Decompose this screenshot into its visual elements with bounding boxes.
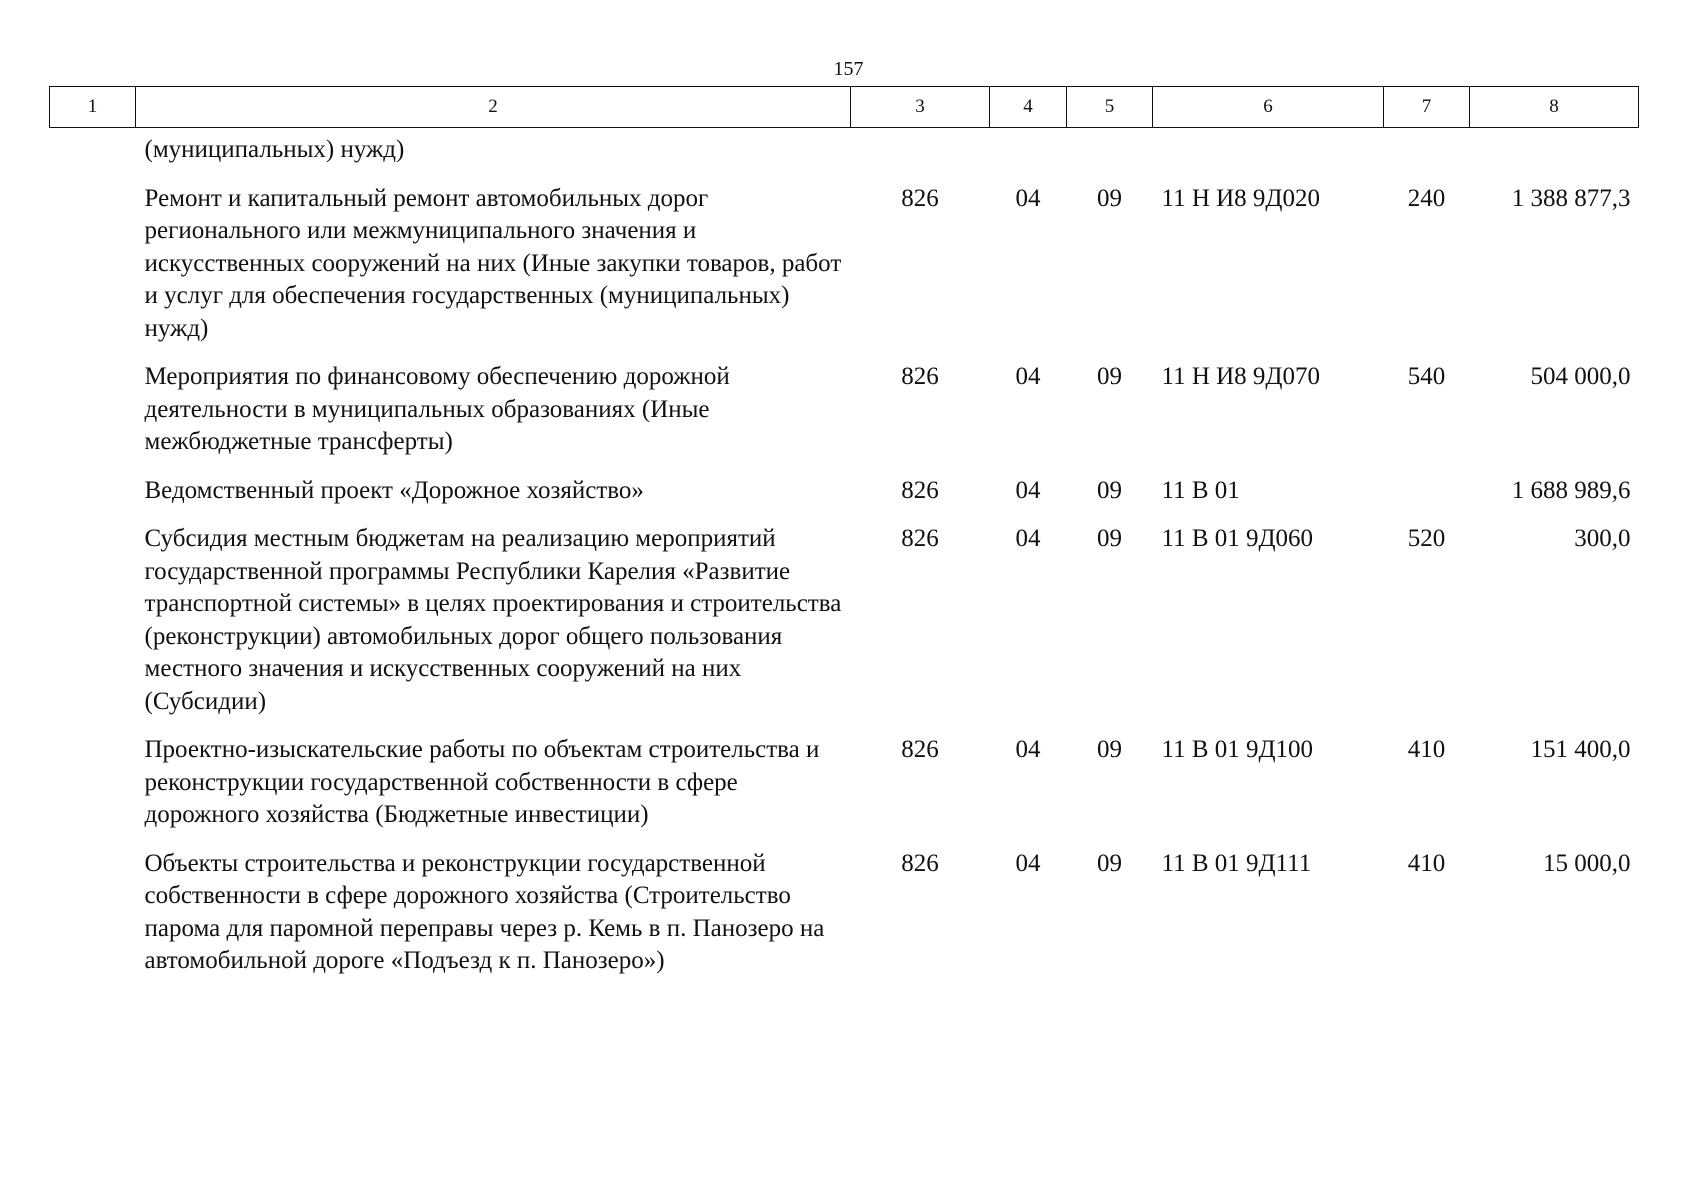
- row-section: 04: [1015, 736, 1041, 763]
- row-target-article: 11 В 01 9Д100: [1161, 736, 1314, 763]
- row-amount: 151 400,0: [1530, 736, 1631, 763]
- row-admin-code: 826: [901, 525, 939, 552]
- header-col-5: 5: [1067, 87, 1153, 128]
- header-col-2: 2: [136, 87, 851, 128]
- row-section: 04: [1015, 363, 1041, 390]
- table-row: [50, 183, 1639, 362]
- row-description: Мероприятия по финансовому обеспечению дорожной деятельности в муниципальных образованиях (Иные межбюджетные трансферты): [144, 363, 730, 455]
- row-subsection: 09: [1097, 849, 1122, 877]
- page-number: 157: [833, 58, 864, 80]
- row-description: Ведомственный проект «Дорожное хозяйство»: [144, 476, 644, 504]
- row-subsection: 09: [1097, 184, 1122, 212]
- row-expense-type: 240: [1407, 184, 1446, 212]
- row-amount: 15 000,0: [1543, 849, 1631, 877]
- table-row: [50, 475, 1639, 524]
- row-admin-code: 826: [901, 736, 939, 763]
- row-admin-code: 826: [901, 849, 939, 877]
- row-amount: 504 000,0: [1530, 363, 1631, 390]
- row-section: 04: [1015, 525, 1041, 552]
- row-admin-code: 826: [901, 184, 939, 212]
- row-target-article: 11 Н И8 9Д070: [1161, 363, 1320, 390]
- table-row: [50, 734, 1639, 848]
- row-subsection: 09: [1097, 363, 1122, 390]
- row-amount: 1 688 989,6: [1511, 476, 1631, 504]
- row-expense-type: [1384, 475, 1470, 524]
- row-target-article: 11 В 01 9Д060: [1161, 525, 1314, 552]
- header-col-3: 3: [851, 87, 990, 128]
- row-subsection: 09: [1097, 525, 1122, 552]
- header-col-1: 1: [50, 87, 136, 128]
- budget-table: [49, 86, 1639, 994]
- row-expense-type: 540: [1407, 363, 1446, 390]
- row-section: 04: [1015, 476, 1041, 504]
- row-description: Субсидия местным бюджетам на реализацию мероприятий государственной программы Республики Карелия «Развитие транспортной системы» в целях проектирования и строительства (реконструкции) автомобильных дорог общего пользования местного значения и искусственных сооружений на них (Субсидии): [144, 525, 842, 715]
- row-amount: 300,0: [1574, 525, 1631, 552]
- row-description: Объекты строительства и реконструкции государственной собственности в сфере дорожного хозяйства (Строительство парома для паромной переправы через р. Кемь в п. Панозеро на автомобильной дороге «Подъезд к п. Панозеро»): [144, 849, 825, 974]
- row-amount: 1 388 877,3: [1511, 184, 1631, 212]
- row-subsection: 09: [1097, 736, 1122, 763]
- row-admin-code: 826: [901, 363, 939, 390]
- row-target-article: 11 В 01: [1161, 476, 1240, 504]
- row-section: 04: [1015, 849, 1041, 877]
- row-expense-type: 410: [1407, 849, 1446, 877]
- table-row: [50, 361, 1639, 475]
- table-row: [50, 523, 1639, 734]
- row-admin-code: 826: [901, 476, 939, 504]
- table-row: [50, 848, 1639, 994]
- row-description: Ремонт и капитальный ремонт автомобильных дорог регионального или межмуниципального значения и искусственных сооружений на них (Иные закупки товаров, работ и услуг для обеспечения государственных (муниципальных) нужд): [144, 184, 842, 342]
- row-expense-type: 520: [1407, 525, 1446, 552]
- row-target-article: 11 В 01 9Д111: [1161, 849, 1312, 877]
- header-col-8: 8: [1470, 87, 1639, 128]
- row-target-article: 11 Н И8 9Д020: [1161, 184, 1320, 212]
- row-description: Проектно-изыскательские работы по объектам строительства и реконструкции государственной собственности в сфере дорожного хозяйства (Бюджетные инвестиции): [144, 736, 820, 828]
- continuation-row: [50, 128, 1639, 183]
- header-row: [50, 87, 1639, 128]
- header-col-7: 7: [1384, 87, 1470, 128]
- continuation-text: (муниципальных) нужд): [144, 136, 405, 163]
- row-subsection: 09: [1097, 476, 1122, 504]
- header-col-4: 4: [990, 87, 1067, 128]
- row-expense-type: 410: [1407, 736, 1446, 763]
- row-section: 04: [1015, 184, 1041, 212]
- header-col-6: 6: [1153, 87, 1384, 128]
